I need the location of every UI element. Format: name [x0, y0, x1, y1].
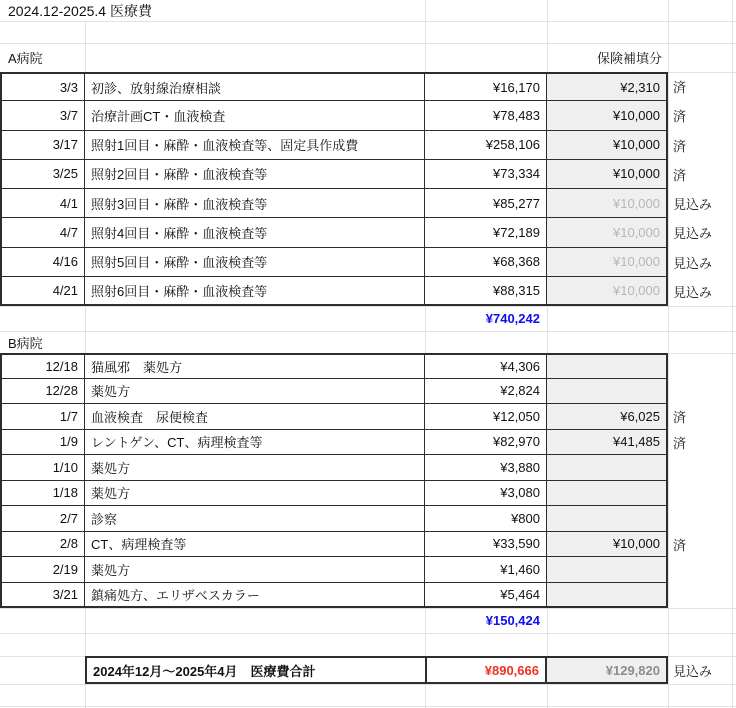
date-cell[interactable]: 4/21 — [0, 277, 85, 306]
date-cell[interactable]: 3/17 — [0, 131, 85, 160]
status-cell[interactable]: 見込み — [673, 255, 713, 271]
date-cell[interactable]: 1/7 — [0, 404, 85, 430]
date-cell[interactable]: 3/3 — [0, 72, 85, 101]
date-cell[interactable]: 4/16 — [0, 248, 85, 277]
table-row — [0, 160, 736, 189]
status-cell[interactable]: 済 — [673, 537, 687, 553]
status-cell[interactable]: 見込み — [673, 226, 713, 242]
table-row — [0, 248, 736, 277]
description-cell[interactable]: 薬処方 — [85, 557, 425, 583]
table-row — [0, 532, 736, 558]
gridline-row — [0, 306, 736, 307]
insurance-cell-estimated[interactable]: ¥10,000 — [547, 218, 668, 247]
grand-total-status[interactable]: 見込み — [673, 663, 713, 679]
gridline-row — [0, 608, 736, 609]
date-cell[interactable]: 1/9 — [0, 430, 85, 456]
gridline-row — [0, 331, 736, 332]
insurance-column-header[interactable]: 保険補填分 — [596, 51, 662, 66]
insurance-cell[interactable] — [547, 481, 668, 507]
amount-cell[interactable]: ¥2,824 — [425, 379, 547, 405]
date-cell[interactable]: 2/7 — [0, 506, 85, 532]
status-cell[interactable]: 済 — [673, 435, 687, 451]
amount-cell[interactable]: ¥3,880 — [425, 455, 547, 481]
grand-total-amount[interactable]: ¥890,666 — [425, 658, 545, 682]
hospital-b-table — [0, 353, 736, 608]
table-row — [0, 455, 736, 481]
table-row — [0, 379, 736, 405]
description-cell[interactable]: CT、病理検査等 — [85, 532, 425, 558]
gridline-row — [0, 706, 736, 707]
table-row — [0, 506, 736, 532]
status-cell[interactable] — [668, 455, 736, 481]
description-cell[interactable]: 血液検査 尿便検査 — [85, 404, 425, 430]
description-cell[interactable]: 照射3回目・麻酔・血液検査等 — [85, 189, 425, 218]
status-cell[interactable]: 済 — [673, 410, 687, 426]
description-cell[interactable]: 照射5回目・麻酔・血液検査等 — [85, 248, 425, 277]
description-cell[interactable]: 診察 — [85, 506, 425, 532]
status-cell[interactable]: 済 — [673, 80, 687, 96]
amount-cell[interactable]: ¥1,460 — [425, 557, 547, 583]
table-row — [0, 218, 736, 247]
amount-cell[interactable]: ¥800 — [425, 506, 547, 532]
description-cell[interactable]: 薬処方 — [85, 455, 425, 481]
hospital-b-label[interactable]: B病院 — [8, 335, 43, 351]
insurance-cell[interactable] — [547, 353, 668, 379]
grand-total-insurance[interactable]: ¥129,820 — [545, 658, 666, 682]
table-row — [0, 131, 736, 160]
description-cell[interactable]: 照射6回目・麻酔・血液検査等 — [85, 277, 425, 306]
hospital-a-table — [0, 72, 736, 306]
table-row — [0, 277, 736, 306]
table-row — [0, 583, 736, 609]
status-cell[interactable] — [668, 506, 736, 532]
status-cell[interactable] — [668, 353, 736, 379]
insurance-cell[interactable] — [547, 557, 668, 583]
table-row — [0, 404, 736, 430]
amount-cell[interactable]: ¥16,170 — [425, 72, 547, 101]
status-cell[interactable]: 済 — [673, 138, 687, 154]
amount-cell[interactable]: ¥73,334 — [425, 160, 547, 189]
amount-cell[interactable]: ¥72,189 — [425, 218, 547, 247]
insurance-cell-estimated[interactable]: ¥10,000 — [547, 277, 668, 306]
description-cell[interactable]: 照射2回目・麻酔・血液検査等 — [85, 160, 425, 189]
date-cell[interactable]: 1/10 — [0, 455, 85, 481]
insurance-cell[interactable]: ¥10,000 — [547, 160, 668, 189]
date-cell[interactable]: 3/21 — [0, 583, 85, 609]
amount-cell[interactable]: ¥88,315 — [425, 277, 547, 306]
description-cell[interactable]: 薬処方 — [85, 379, 425, 405]
date-cell[interactable]: 2/19 — [0, 557, 85, 583]
insurance-cell[interactable]: ¥2,310 — [547, 72, 668, 101]
description-cell[interactable]: 薬処方 — [85, 481, 425, 507]
date-cell[interactable]: 12/18 — [0, 353, 85, 379]
amount-cell[interactable]: ¥82,970 — [425, 430, 547, 456]
amount-cell[interactable]: ¥3,080 — [425, 481, 547, 507]
table-row — [0, 430, 736, 456]
gridline-row — [0, 684, 736, 685]
table-row — [0, 189, 736, 218]
date-cell[interactable]: 3/25 — [0, 160, 85, 189]
insurance-cell-estimated[interactable]: ¥10,000 — [547, 248, 668, 277]
table-row — [0, 353, 736, 379]
sheet-title[interactable]: 2024.12-2025.4 医療費 — [8, 2, 152, 19]
date-cell[interactable]: 3/7 — [0, 101, 85, 130]
table-row — [0, 481, 736, 507]
amount-cell[interactable]: ¥78,483 — [425, 101, 547, 130]
grand-total-label[interactable]: 2024年12月〜2025年4月 医療費合計 — [93, 663, 316, 679]
date-cell[interactable]: 12/28 — [0, 379, 85, 405]
date-cell[interactable]: 4/1 — [0, 189, 85, 218]
amount-cell[interactable]: ¥68,368 — [425, 248, 547, 277]
status-cell[interactable] — [668, 557, 736, 583]
amount-cell[interactable]: ¥258,106 — [425, 131, 547, 160]
insurance-cell[interactable] — [547, 455, 668, 481]
status-cell[interactable]: 済 — [673, 109, 687, 125]
description-cell[interactable]: 鎮痛処方、エリザベスカラー — [85, 583, 425, 609]
status-cell[interactable]: 済 — [673, 167, 687, 183]
insurance-cell[interactable] — [547, 506, 668, 532]
description-cell[interactable]: 初診、放射線治療相談 — [85, 72, 425, 101]
table-row — [0, 72, 736, 101]
amount-cell[interactable]: ¥12,050 — [425, 404, 547, 430]
insurance-cell[interactable] — [547, 379, 668, 405]
amount-cell[interactable]: ¥85,277 — [425, 189, 547, 218]
description-cell[interactable]: 照射4回目・麻酔・血液検査等 — [85, 218, 425, 247]
amount-cell[interactable]: ¥5,464 — [425, 583, 547, 609]
table-row — [0, 101, 736, 130]
status-cell[interactable] — [668, 481, 736, 507]
gridline-row — [0, 633, 736, 634]
amount-cell[interactable]: ¥33,590 — [425, 532, 547, 558]
status-cell[interactable]: 見込み — [673, 197, 713, 213]
insurance-cell-estimated[interactable]: ¥10,000 — [547, 189, 668, 218]
insurance-cell[interactable]: ¥10,000 — [547, 101, 668, 130]
grand-total-row — [85, 656, 668, 684]
status-cell[interactable]: 見込み — [673, 284, 713, 300]
description-cell[interactable]: 照射1回目・麻酔・血液検査等、固定具作成費 — [85, 131, 425, 160]
insurance-cell[interactable] — [547, 583, 668, 609]
date-cell[interactable]: 4/7 — [0, 218, 85, 247]
date-cell[interactable]: 1/18 — [0, 481, 85, 507]
gridline-row — [0, 21, 736, 22]
hospital-b-subtotal[interactable]: ¥150,424 — [485, 613, 540, 628]
insurance-cell[interactable]: ¥10,000 — [547, 532, 668, 558]
status-cell[interactable] — [668, 379, 736, 405]
amount-cell[interactable]: ¥4,306 — [425, 353, 547, 379]
status-cell[interactable] — [668, 583, 736, 609]
hospital-a-label[interactable]: A病院 — [8, 51, 43, 66]
date-cell[interactable]: 2/8 — [0, 532, 85, 558]
insurance-cell[interactable]: ¥6,025 — [547, 404, 668, 430]
table-row — [0, 557, 736, 583]
hospital-a-subtotal[interactable]: ¥740,242 — [485, 311, 540, 326]
insurance-cell[interactable]: ¥41,485 — [547, 430, 668, 456]
description-cell[interactable]: 治療計画CT・血液検査 — [85, 101, 425, 130]
description-cell[interactable]: レントゲン、CT、病理検査等 — [85, 430, 425, 456]
insurance-cell[interactable]: ¥10,000 — [547, 131, 668, 160]
description-cell[interactable]: 猫風邪 薬処方 — [85, 353, 425, 379]
